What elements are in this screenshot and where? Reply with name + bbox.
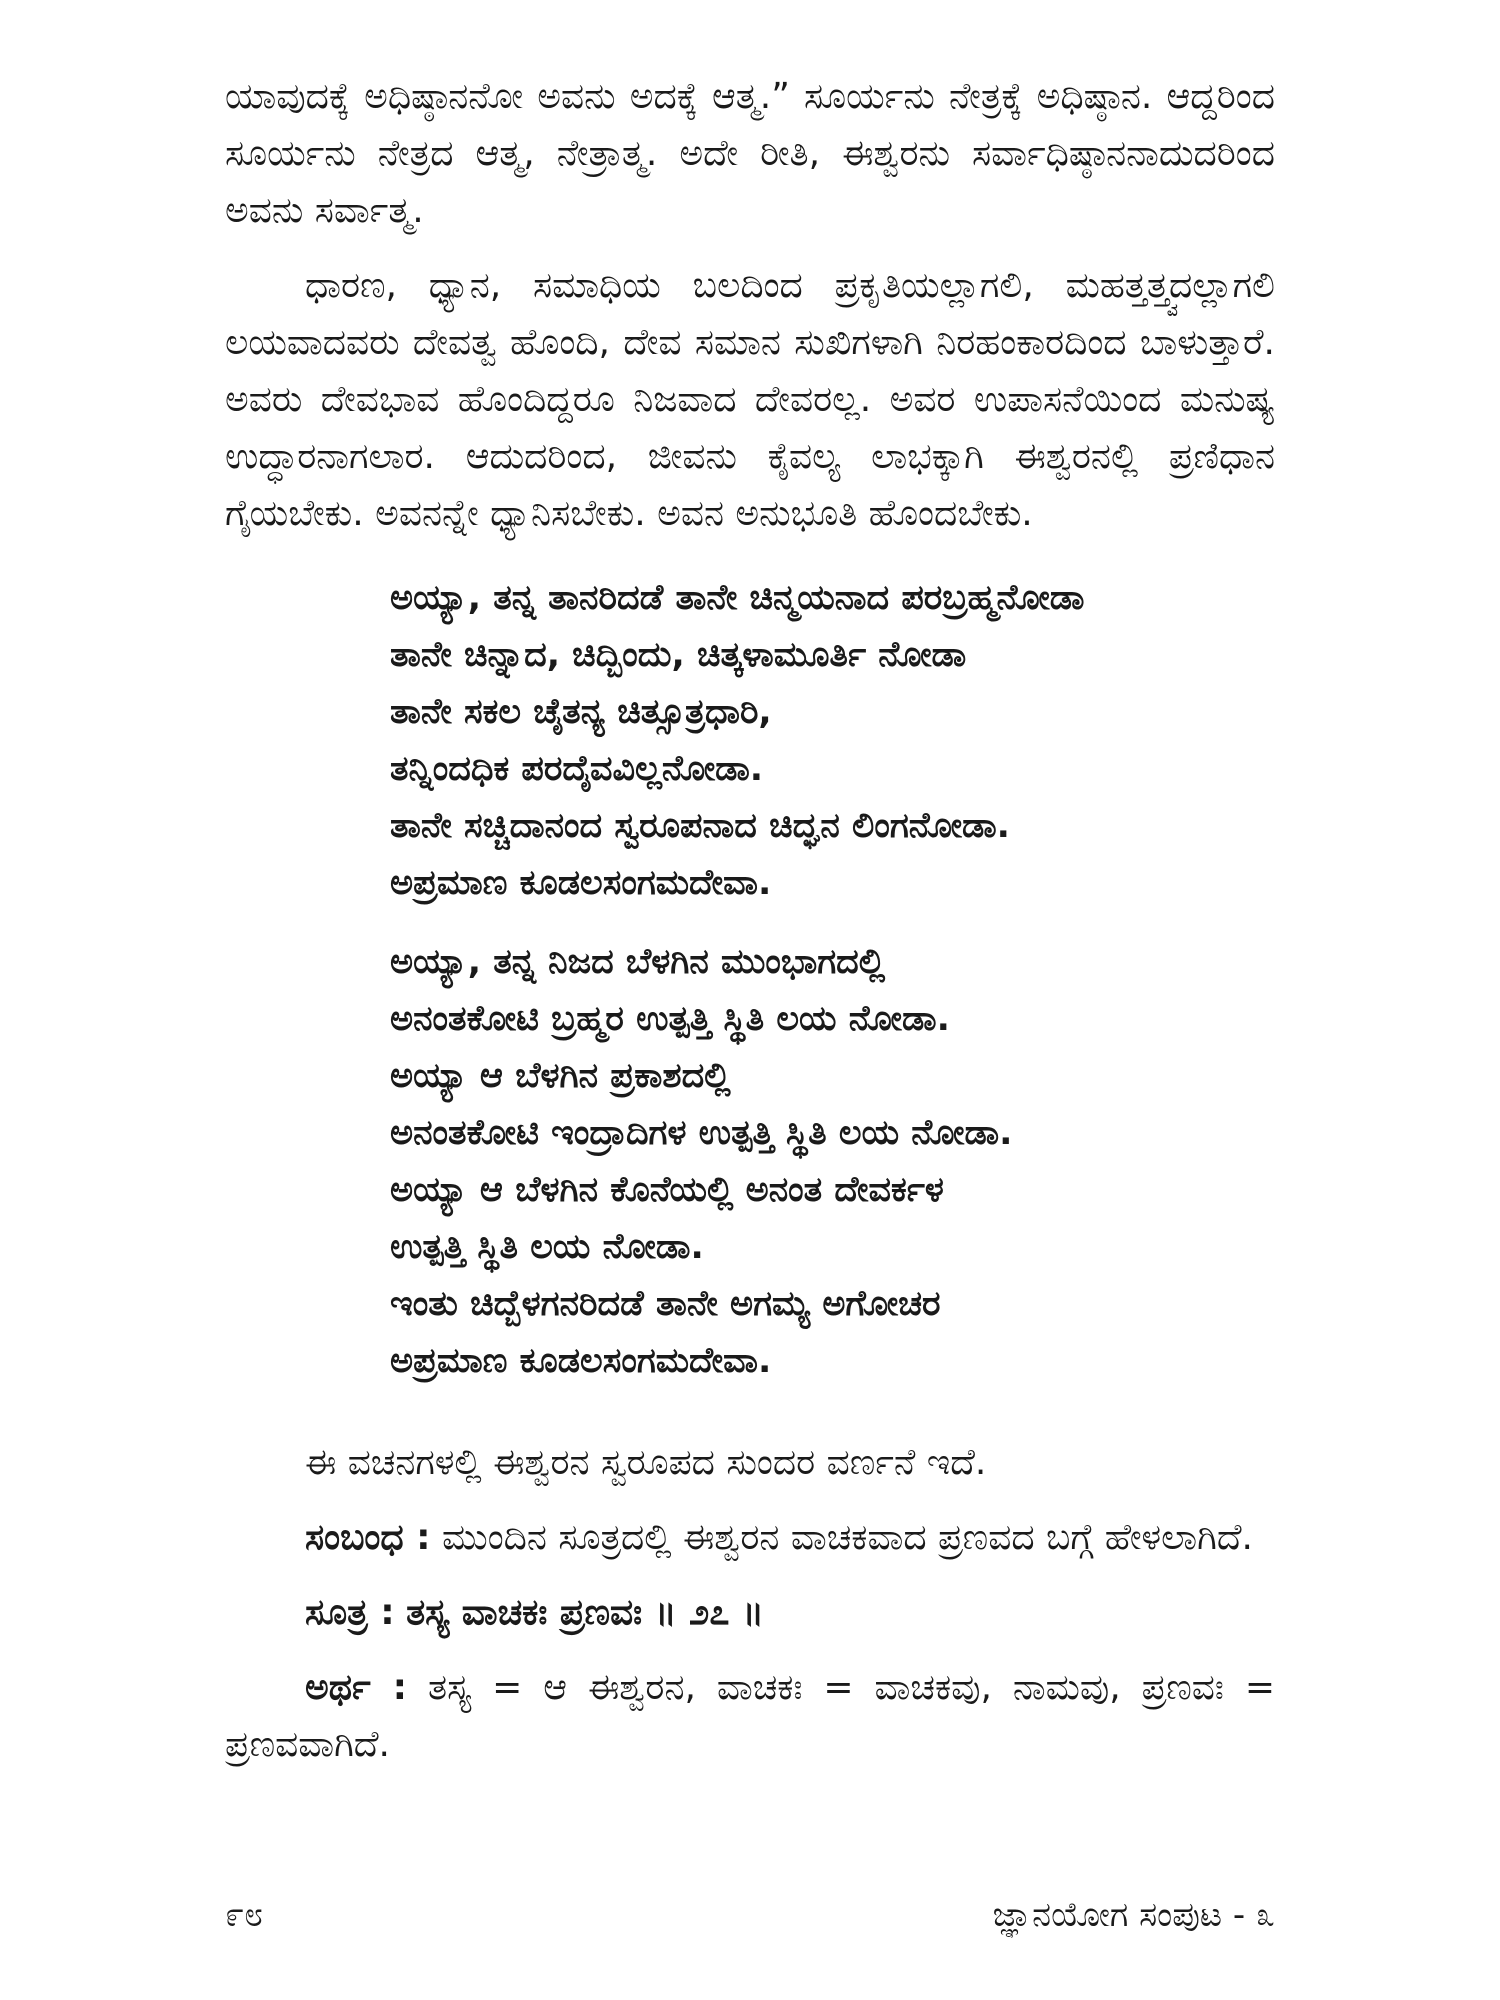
- verse-line: ತಾನೇ ಚಿನ್ನಾದ, ಚಿದ್ಬಿಂದು, ಚಿತ್ಕಳಾಮೂರ್ತಿ ನೋಡಾ: [390, 635, 967, 675]
- verse-line: ಅಪ್ರಮಾಣ ಕೂಡಲಸಂಗಮದೇವಾ.: [390, 863, 772, 903]
- vachana-1: [390, 570, 1275, 912]
- sambandha-text: ಮುಂದಿನ ಸೂತ್ರದಲ್ಲಿ ಈಶ್ವರನ ವಾಚಕವಾದ ಪ್ರಣವದ ಬಗ್ಗೆ ಹೇಳಲಾಗಿದೆ.: [442, 1517, 1253, 1558]
- sutra-label: ಸೂತ್ರ :: [305, 1592, 395, 1633]
- verse-line: ಅನಂತಕೋಟಿ ಬ್ರಹ್ಮರ ಉತ್ಪತ್ತಿ ಸ್ಥಿತಿ ಲಯ ನೋಡಾ.: [390, 999, 950, 1039]
- verse-line: ಅಯ್ಯಾ, ತನ್ನ ತಾನರಿದಡೆ ತಾನೇ ಚಿನ್ಮಯನಾದ ಪರಬ್ರಹ್ಮನೋಡಾ: [390, 578, 1085, 618]
- paragraph-2: ಧಾರಣ, ಧ್ಯಾನ, ಸಮಾಧಿಯ ಬಲದಿಂದ ಪ್ರಕೃತಿಯಲ್ಲಾಗಲಿ, ಮಹತ್ತತ್ತ್ವದಲ್ಲಾಗಲಿ ಲಯವಾದವರು ದೇವತ್ವ ಹೊಂದಿ, ದೇವ ಸಮಾನ ಸುಖಿಗಳಾಗಿ ನಿರಹಂಕಾರದಿಂದ ಬಾಳುತ್ತಾರೆ. ಅವರು ದೇವಭಾವ ಹೊಂದಿದ್ದರೂ ನಿಜವಾದ ದೇವರಲ್ಲ. ಅವರ ಉಪಾಸನೆಯಿಂದ ಮನುಷ್ಯ ಉದ್ಧಾರನಾಗಲಾರ. ಆದುದರಿಂದ, ಜೀವನು ಕೈವಲ್ಯ ಲಾಭಕ್ಕಾಗಿ ಈಶ್ವರನಲ್ಲಿ ಪ್ರಣಿಧಾನ ಗೈಯಬೇಕು. ಅವನನ್ನೇ ಧ್ಯಾನಿಸಬೇಕು. ಅವನ ಅನುಭೂತಿ ಹೊಂದಬೇಕು.: [225, 265, 1275, 534]
- verse-line: ತಾನೇ ಸಕಲ ಚೈತನ್ಯ ಚಿತ್ಸೂತ್ರಧಾರಿ,: [390, 692, 772, 732]
- sutra-paragraph: [225, 1584, 1275, 1641]
- verse-line: ಅಯ್ಯಾ ಆ ಬೆಳಗಿನ ಪ್ರಕಾಶದಲ್ಲಿ: [390, 1056, 731, 1096]
- summary-paragraph: ಈ ವಚನಗಳಲ್ಲಿ ಈಶ್ವರನ ಸ್ವರೂಪದ ಸುಂದರ ವರ್ಣನೆ ಇದೆ.: [305, 1442, 987, 1483]
- page-body: [225, 68, 1275, 1773]
- verse-line: ಅಪ್ರಮಾಣ ಕೂಡಲಸಂಗಮದೇವಾ.: [390, 1341, 772, 1381]
- page-number: ೯೮: [225, 1895, 264, 1935]
- book-title: ಜ್ಞಾನಯೋಗ ಸಂಪುಟ - ೩: [992, 1895, 1275, 1935]
- paragraph-1: ಯಾವುದಕ್ಕೆ ಅಧಿಷ್ಠಾನನೋ ಅವನು ಅದಕ್ಕೆ ಆತ್ಮ.” ಸೂರ್ಯನು ನೇತ್ರಕ್ಕೆ ಅಧಿಷ್ಠಾನ. ಆದ್ದರಿಂದ ಸೂರ್ಯನು ನೇತ್ರದ ಆತ್ಮ, ನೇತ್ರಾತ್ಮ. ಅದೇ ರೀತಿ, ಈಶ್ವರನು ಸರ್ವಾಧಿಷ್ಠಾನನಾದುದರಿಂದ ಅವನು ಸರ್ವಾತ್ಮ.: [225, 76, 1275, 231]
- sambandha-paragraph: [225, 1509, 1275, 1566]
- verse-line: ತನ್ನಿಂದಧಿಕ ಪರದೈವವಿಲ್ಲನೋಡಾ.: [390, 749, 764, 789]
- verse-line: ಅಯ್ಯಾ ಆ ಬೆಳಗಿನ ಕೊನೆಯಲ್ಲಿ ಅನಂತ ದೇವರ್ಕಳ: [390, 1170, 944, 1210]
- verse-line: ಇಂತು ಚಿದ್ಬೆಳಗನರಿದಡೆ ತಾನೇ ಅಗಮ್ಯ ಅಗೋಚರ: [390, 1284, 941, 1324]
- verse-line: ಅನಂತಕೋಟಿ ಇಂದ್ರಾದಿಗಳ ಉತ್ಪತ್ತಿ ಸ್ಥಿತಿ ಲಯ ನೋಡಾ.: [390, 1113, 1013, 1153]
- verse-line: ತಾನೇ ಸಚ್ಚಿದಾನಂದ ಸ್ವರೂಪನಾದ ಚಿದ್ಘನ ಲಿಂಗನೋಡಾ.: [390, 806, 1010, 846]
- vachana-2: [390, 934, 1275, 1390]
- sutra-text: ತಸ್ಯ ವಾಚಕಃ ಪ್ರಣವಃ ॥ ೨೭ ॥: [406, 1592, 764, 1633]
- artha-paragraph: [225, 1659, 1275, 1773]
- page-footer: [225, 1895, 1275, 1935]
- verse-line: ಅಯ್ಯಾ, ತನ್ನ ನಿಜದ ಬೆಳಗಿನ ಮುಂಭಾಗದಲ್ಲಿ: [390, 942, 886, 982]
- sambandha-label: ಸಂಬಂಧ :: [305, 1517, 431, 1558]
- verse-line: ಉತ್ಪತ್ತಿ ಸ್ಥಿತಿ ಲಯ ನೋಡಾ.: [390, 1227, 704, 1267]
- artha-label: ಅರ್ಥ :: [305, 1667, 408, 1708]
- artha-text: ತಸ್ಯ = ಆ ಈಶ್ವರನ, ವಾಚಕಃ = ವಾಚಕವು, ನಾಮವು, ಪ್ರಣವಃ = ಪ್ರಣವವಾಗಿದೆ.: [225, 1667, 1275, 1765]
